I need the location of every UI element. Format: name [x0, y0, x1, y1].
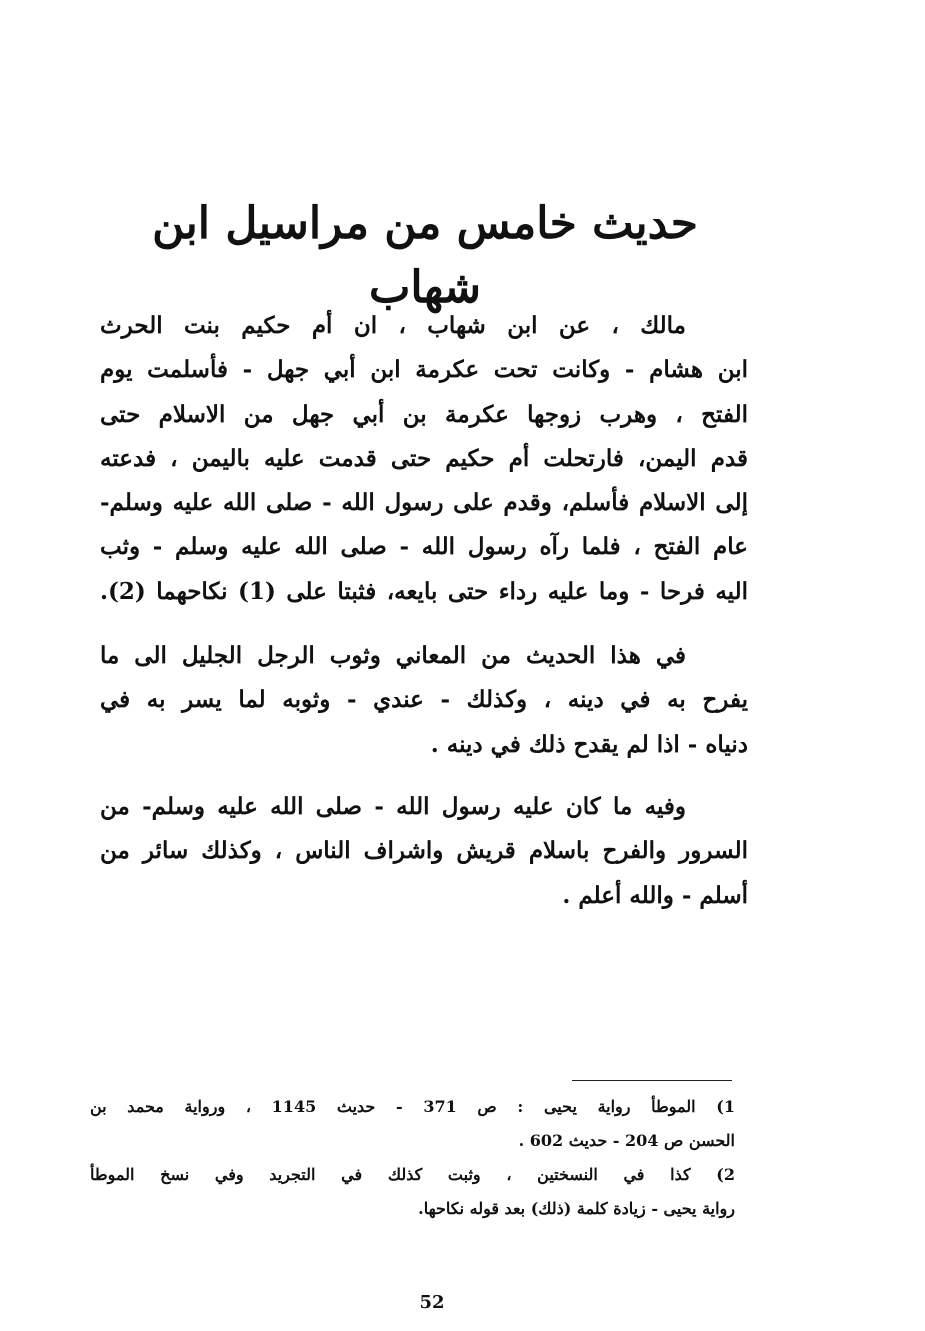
text-line: عام الفتح ، فلما رآه رسول الله - صلى الله عليه وسلم - وثب	[100, 533, 748, 561]
paragraph-1	[100, 304, 748, 614]
text-line: في هذا الحديث من المعاني وثوب الرجل الجليل الى ما	[100, 642, 686, 669]
text-line: إلى الاسلام فأسلم، وقدم على رسول الله - صلى الله عليه وسلم-	[100, 489, 748, 517]
page-number: 52	[419, 1292, 445, 1313]
text-line: أسلم - والله أعلم .	[562, 881, 748, 909]
paragraph-2	[100, 634, 748, 767]
text-line: الفتح ، وهرب زوجها عكرمة بن أبي جهل من الاسلام حتى	[100, 400, 748, 428]
paragraph-3	[100, 785, 748, 918]
footnotes	[90, 1090, 735, 1226]
footnote-line: الحسن ص 204 - حديث 602 .	[518, 1131, 735, 1150]
text-line: قدم اليمن، فارتحلت أم حكيم حتى قدمت عليه باليمن ، فدعته	[100, 444, 749, 472]
text-line: اليه فرحا - وما عليه رداء حتى بايعه، فثبتا على (1) نكاحهما (2).	[100, 577, 748, 605]
page-title: حديث خامس من مراسيل ابن شهاب	[152, 198, 698, 313]
text-line: دنياه - اذا لم يقدح ذلك في دينه .	[430, 730, 748, 758]
footnote-line: 2) كذا في النسختين ، وثبت كذلك في التجريد وفي نسخ الموطأ	[90, 1165, 735, 1184]
text-line: السرور والفرح باسلام قريش واشراف الناس ، وكذلك سائر من	[100, 837, 748, 865]
text-line: يفرح به في دينه ، وكذلك - عندي - وثوبه لما يسر به في	[100, 686, 748, 714]
footnote-line: 1) الموطأ رواية يحيى : ص 371 - حديث 1145 ، ورواية محمد بن	[90, 1097, 736, 1116]
text-line: وفيه ما كان عليه رسول الله - صلى الله عليه وسلم- من	[100, 793, 686, 820]
footnote-divider	[572, 1080, 732, 1081]
text-line: ابن هشام - وكانت تحت عكرمة ابن أبي جهل - فأسلمت يوم	[100, 356, 748, 384]
text-line: مالك ، عن ابن شهاب ، ان أم حكيم بنت الحرث	[100, 312, 686, 339]
footnote-line: رواية يحيى - زيادة كلمة (ذلك) بعد قوله نكاحها.	[418, 1199, 735, 1218]
